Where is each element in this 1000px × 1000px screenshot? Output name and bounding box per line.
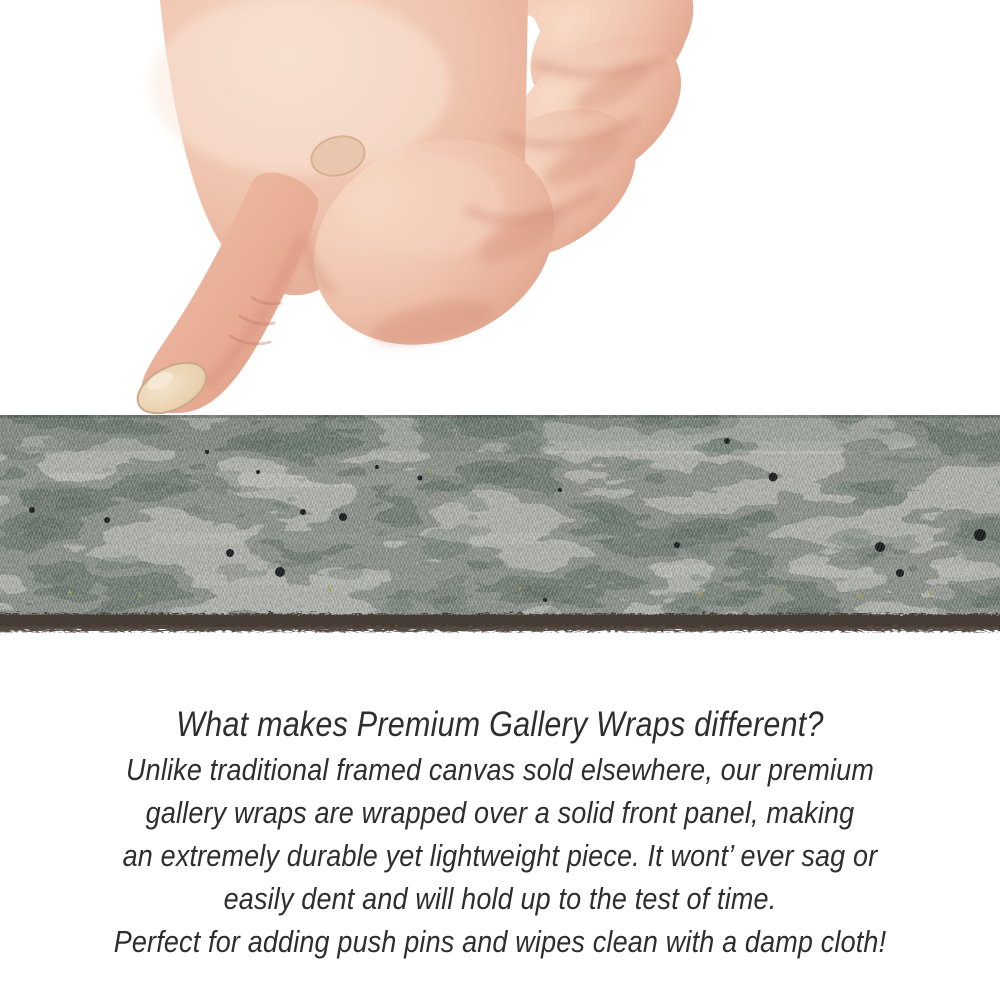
body-line-3: an extremely durable yet lightweight piece. It wont’ ever sag or xyxy=(122,838,878,873)
hand-photo xyxy=(0,0,1000,420)
canvas-grain-light xyxy=(0,415,1000,615)
hand-illustration xyxy=(0,0,1000,420)
body-line-5: Perfect for adding push pins and wipes clean with a damp cloth! xyxy=(113,924,887,959)
body-line-2: gallery wraps are wrapped over a solid front panel, making xyxy=(145,795,855,830)
body-line-1: Unlike traditional framed canvas sold elsewhere, our premium xyxy=(126,752,874,787)
marketing-copy xyxy=(65,702,935,963)
headline: What makes Premium Gallery Wraps different? xyxy=(176,705,824,744)
finger-highlight xyxy=(360,155,504,255)
body-line-4: easily dent and will hold up to the test of time. xyxy=(223,881,777,916)
hand-highlight xyxy=(150,0,450,175)
canvas-bottom-edge xyxy=(0,612,1000,630)
canvas-edge-photo xyxy=(0,415,1000,633)
canvas-strip-illustration xyxy=(0,415,1000,633)
